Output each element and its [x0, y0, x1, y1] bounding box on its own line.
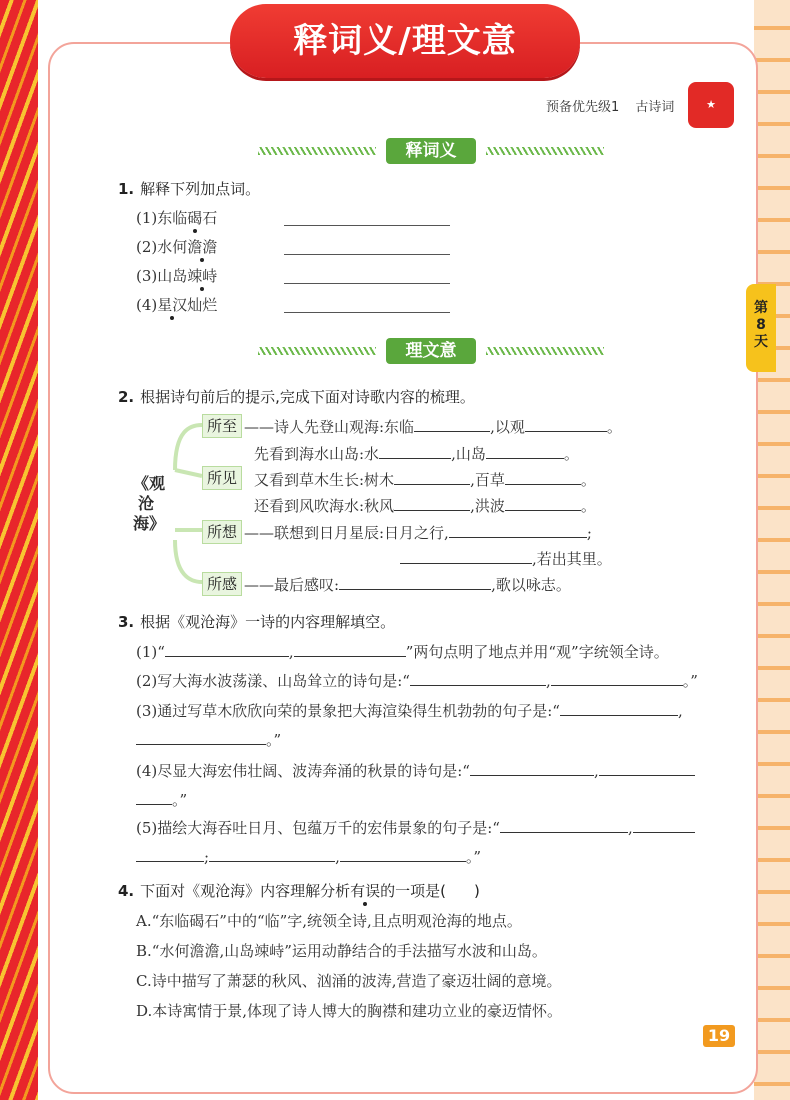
answer-blank[interactable] [633, 817, 695, 833]
option-c[interactable]: C.诗中描写了萧瑟的秋风、汹涌的波涛,营造了豪迈壮阔的意境。 [136, 972, 562, 990]
text: , [545, 672, 551, 690]
day-tab-char2: 天 [754, 334, 768, 350]
text: ,洪波 [470, 497, 505, 515]
q3-item-4 [136, 760, 695, 781]
text: ——联想到日月星辰:日月之行, [244, 524, 449, 542]
answer-blank[interactable] [500, 817, 628, 833]
item-text: 石 [202, 209, 218, 227]
q1-item [136, 265, 217, 286]
item-text: (4) [136, 296, 158, 314]
answer-blank[interactable] [486, 443, 564, 459]
hatch-decoration [486, 147, 604, 155]
text: 。 [580, 471, 596, 489]
text: , [677, 702, 683, 720]
answer-blank[interactable] [284, 225, 450, 226]
answer-blank[interactable] [165, 641, 289, 657]
section-header-shiciyi [258, 138, 604, 164]
answer-blank[interactable] [294, 641, 406, 657]
answer-blank[interactable] [446, 881, 474, 896]
branch-label-suozhi: 所至 [202, 414, 242, 438]
text: (1)“ [136, 643, 165, 661]
answer-blank[interactable] [394, 469, 470, 485]
text: (5)描绘大海吞吐日月、包蕴万千的宏伟景象的句子是:“ [136, 819, 500, 837]
question-number: 1. [118, 180, 135, 198]
text: 。 [580, 497, 596, 515]
branch-label-suojian: 所见 [202, 466, 242, 490]
answer-blank[interactable] [284, 312, 450, 313]
branch-suojian-row [254, 443, 579, 464]
logo-icon: ★ [688, 82, 734, 128]
text: 。” [465, 848, 482, 866]
question-prompt: 根据诗句前后的提示,完成下面对诗歌内容的梳理。 [140, 388, 475, 406]
answer-blank[interactable] [339, 574, 491, 590]
option-d[interactable]: D.本诗寓情于景,体现了诗人博大的胸襟和建功立业的豪迈情怀。 [136, 1002, 563, 1020]
poem-title-vertical: 《观沧海》 [133, 474, 166, 533]
branch-suoxiang-line2 [400, 548, 612, 569]
q3-item-3 [136, 700, 683, 721]
right-decorative-strip [754, 0, 790, 1100]
answer-blank[interactable] [410, 670, 546, 686]
dotted-word: 有误 [350, 882, 381, 900]
answer-blank[interactable] [525, 416, 607, 432]
answer-blank[interactable] [599, 760, 695, 776]
item-text: (1)东临 [136, 209, 188, 227]
question-2-title [118, 386, 475, 407]
answer-blank[interactable] [136, 729, 266, 745]
q1-item [136, 294, 217, 315]
answer-blank[interactable] [505, 469, 581, 485]
item-text: 灿烂 [187, 296, 218, 314]
hatch-decoration [486, 347, 604, 355]
item-text: (2)水何 [136, 238, 188, 256]
hatch-decoration [258, 347, 376, 355]
text: 。 [606, 418, 622, 436]
text: (4)尽显大海宏伟壮阔、波涛奔涌的秋景的诗句是:“ [136, 762, 470, 780]
text: 还看到风吹海水:秋风 [254, 497, 395, 515]
item-text: (3)山岛 [136, 267, 188, 285]
dotted-word: 碣 [187, 209, 203, 227]
branch-suojian-row [254, 495, 596, 516]
answer-blank[interactable] [136, 846, 204, 862]
answer-blank[interactable] [551, 670, 683, 686]
text: ; [586, 524, 592, 542]
answer-blank[interactable] [394, 495, 470, 511]
text: , [627, 819, 633, 837]
dotted-word: 竦峙 [187, 267, 218, 285]
text: ”两句点明了地点并用“观”字统领全诗。 [405, 643, 669, 661]
left-decorative-strip [0, 0, 38, 1100]
day-tab[interactable] [746, 284, 776, 372]
option-a[interactable]: A.“东临碣石”中的“临”字,统领全诗,且点明观沧海的地点。 [136, 912, 522, 930]
question-prompt: 解释下列加点词。 [140, 180, 261, 198]
answer-blank[interactable] [400, 548, 532, 564]
q1-item [136, 236, 217, 257]
text: (2)写大海水波荡漾、山岛耸立的诗句是:“ [136, 672, 410, 690]
text: , [288, 643, 294, 661]
branch-suojian-row [254, 469, 596, 490]
q3-item-5 [136, 817, 695, 838]
section-title: 释词义 [386, 138, 476, 164]
option-b[interactable]: B.“水何澹澹,山岛竦峙”运用动静结合的手法描写水波和山岛。 [136, 942, 547, 960]
connector [175, 540, 202, 582]
dotted-word: 星汉 [157, 296, 188, 314]
q3-item-1 [136, 641, 669, 662]
question-prompt: 根据《观沧海》一诗的内容理解填空。 [140, 613, 396, 631]
text: (3)通过写草木欣欣向荣的景象把大海渲染得生机勃勃的句子是:“ [136, 702, 560, 720]
day-tab-char1: 第 [754, 300, 768, 316]
text: ,以观 [490, 418, 525, 436]
text: 。” [172, 791, 188, 809]
answer-blank[interactable] [136, 789, 172, 805]
series-label: 预备优先级1 [546, 100, 620, 115]
section-header-liwenyi [258, 338, 604, 364]
answer-blank[interactable] [379, 443, 451, 459]
q3-item-4-cont [136, 789, 187, 810]
answer-blank[interactable] [209, 846, 335, 862]
prompt-text: ) [474, 882, 480, 900]
connector [175, 425, 202, 470]
q3-item-3-cont [136, 729, 281, 750]
text: , [593, 762, 599, 780]
text: ,歌以咏志。 [491, 576, 571, 594]
answer-blank[interactable] [340, 846, 466, 862]
q1-item [136, 207, 217, 228]
dotted-word: 澹澹 [187, 238, 218, 256]
text: ——诗人先登山观海:东临 [244, 418, 415, 436]
prompt-text: 的一项是( [380, 882, 447, 900]
answer-blank[interactable] [505, 495, 581, 511]
question-number: 2. [118, 388, 135, 406]
text: 先看到海水山岛:水 [254, 445, 380, 463]
question-1-title [118, 178, 260, 199]
text: 又看到草木生长:树木 [254, 471, 395, 489]
branch-suozhi-text [244, 416, 622, 437]
answer-blank[interactable] [449, 522, 587, 538]
q3-item-2 [136, 670, 698, 691]
branch-label-suoxiang: 所想 [202, 520, 242, 544]
answer-blank[interactable] [414, 416, 490, 432]
page-title-banner: 释词义/理文意 [230, 4, 580, 78]
text: 。” [266, 731, 282, 749]
text: ,若出其里。 [532, 550, 612, 568]
text: ,山岛 [451, 445, 486, 463]
page-number: 19 [703, 1025, 735, 1047]
hatch-decoration [258, 147, 376, 155]
branch-label-suogan: 所感 [202, 572, 242, 596]
prompt-text: 下面对《观沧海》内容理解分析 [140, 882, 351, 900]
branch-suogan-text [244, 574, 571, 595]
header-info [546, 96, 686, 115]
answer-blank[interactable] [560, 700, 678, 716]
answer-blank[interactable] [284, 283, 450, 284]
category-label: 古诗词 [635, 100, 675, 115]
text: , [335, 848, 340, 866]
question-number: 3. [118, 613, 135, 631]
text: ; [204, 848, 210, 866]
question-3-title [118, 611, 395, 632]
q3-item-5-cont [136, 846, 481, 867]
section-title: 理文意 [386, 338, 476, 364]
connector [175, 470, 202, 476]
question-4-title [118, 880, 480, 901]
answer-blank[interactable] [470, 760, 594, 776]
text: ,百草 [470, 471, 505, 489]
text: 。” [682, 672, 698, 690]
question-number: 4. [118, 882, 135, 900]
text: ——最后感叹: [244, 576, 340, 594]
day-tab-number: 8 [756, 317, 766, 333]
branch-suoxiang-text [244, 522, 592, 543]
answer-blank[interactable] [284, 254, 450, 255]
text: 。 [563, 445, 579, 463]
